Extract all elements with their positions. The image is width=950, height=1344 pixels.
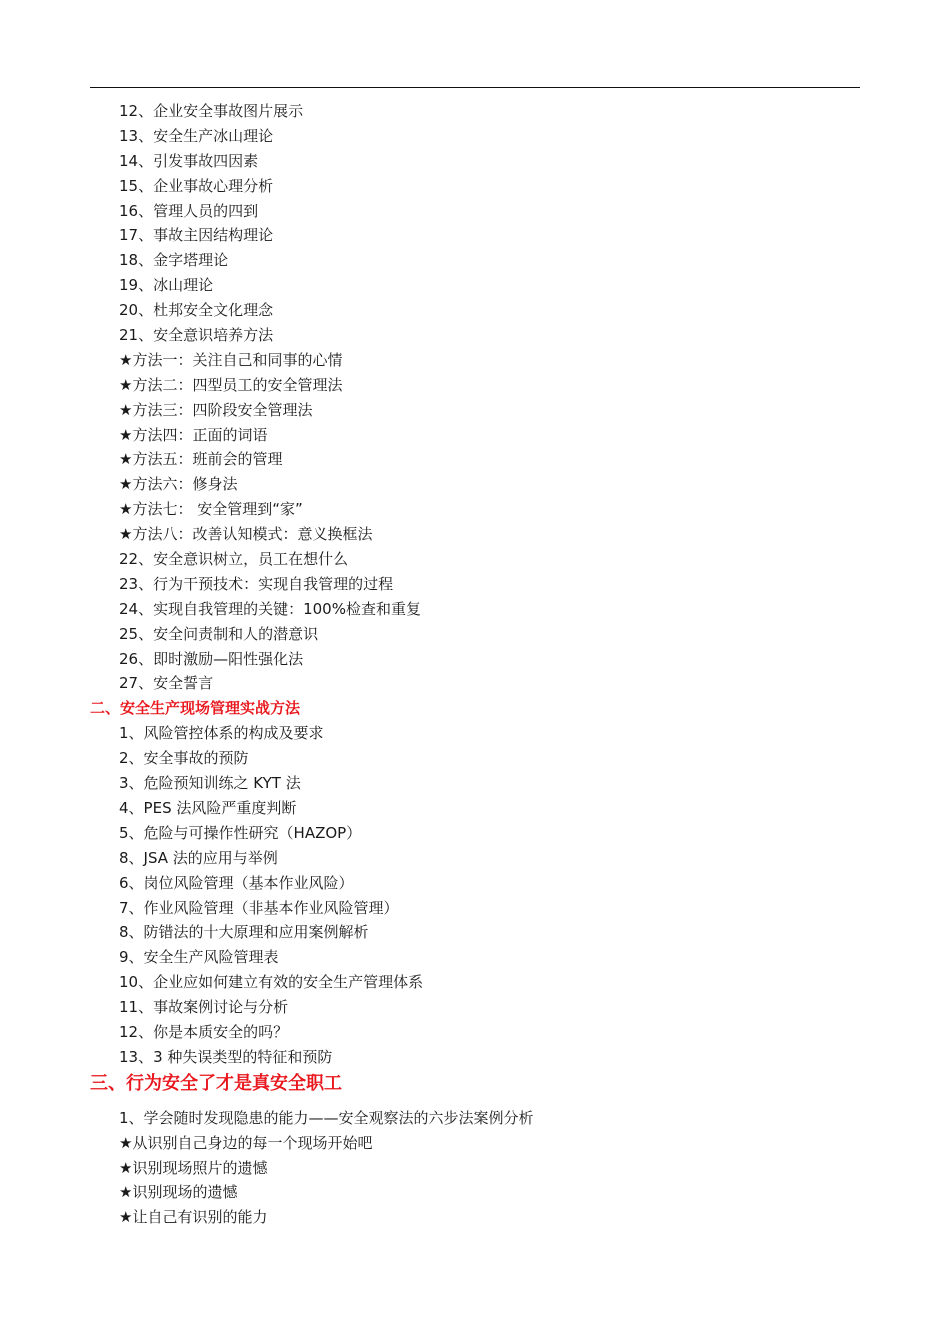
list-item: 15、企业事故心理分析 <box>119 176 274 195</box>
list-item: 25、安全问责制和人的潜意识 <box>119 624 319 643</box>
section-3-list <box>90 1106 860 1230</box>
list-item: ★方法二：四型员工的安全管理法 <box>119 375 343 394</box>
list-item: 13、安全生产冰山理论 <box>119 126 274 145</box>
list-item: ★从识别自己身边的每一个现场开始吧 <box>119 1133 373 1152</box>
list-item: ★方法八：改善认知模式：意义换框法 <box>119 525 373 544</box>
list-item: 17、事故主因结构理论 <box>119 226 274 245</box>
list-item: 13、3 种失误类型的特征和预防 <box>119 1047 333 1066</box>
list-item: ★方法七： 安全管理到“家” <box>119 500 303 519</box>
list-item: 24、实现自我管理的关键：100%检查和重复 <box>119 599 421 618</box>
list-item: ★识别现场照片的遗憾 <box>119 1158 268 1177</box>
section-2-heading: 二、安全生产现场管理实战方法 <box>90 699 301 718</box>
list-item: 23、行为干预技术：实现自我管理的过程 <box>119 574 394 593</box>
list-item: 20、杜邦安全文化理念 <box>119 301 274 320</box>
list-item: 19、冰山理论 <box>119 276 214 295</box>
list-item: ★方法一：关注自己和同事的心情 <box>119 350 343 369</box>
list-item: 4、PES 法风险严重度判断 <box>119 798 297 817</box>
list-item: 21、安全意识培养方法 <box>119 326 274 345</box>
list-item: 27、安全誓言 <box>119 674 214 693</box>
list-item: ★方法四：正面的词语 <box>119 425 268 444</box>
list-item: 5、危险与可操作性研究（HAZOP） <box>119 823 362 842</box>
list-item: ★方法五：班前会的管理 <box>119 450 283 469</box>
list-item: 14、引发事故四因素 <box>119 151 259 170</box>
list-item: ★方法三：四阶段安全管理法 <box>119 400 313 419</box>
list-item: 26、即时激励—阳性强化法 <box>119 649 304 668</box>
list-item: 7、作业风险管理（非基本作业风险管理） <box>119 898 399 917</box>
header-rule <box>90 87 860 88</box>
list-item: 12、企业安全事故图片展示 <box>119 102 304 120</box>
section-3-heading: 三、行为安全了才是真安全职工 <box>90 1072 342 1094</box>
list-item: 8、JSA 法的应用与举例 <box>119 848 278 867</box>
list-item: 18、金字塔理论 <box>119 251 229 270</box>
list-item: ★方法六：修身法 <box>119 475 238 494</box>
document-body <box>90 99 860 1230</box>
list-item: 9、安全生产风险管理表 <box>119 948 279 967</box>
list-item: 6、岗位风险管理（基本作业风险） <box>119 873 354 892</box>
list-item: 11、事故案例讨论与分析 <box>119 998 289 1017</box>
list-item: 10、企业应如何建立有效的安全生产管理体系 <box>119 973 424 992</box>
list-item: 12、你是本质安全的吗？ <box>119 1022 289 1041</box>
list-item: 8、防错法的十大原理和应用案例解析 <box>119 923 369 942</box>
list-item: ★识别现场的遗憾 <box>119 1183 238 1202</box>
list-item: 1、风险管控体系的构成及要求 <box>119 724 324 743</box>
part1-list <box>90 99 860 696</box>
list-item: 1、学会随时发现隐患的能力——安全观察法的六步法案例分析 <box>119 1108 534 1127</box>
list-item: 2、安全事故的预防 <box>119 749 249 768</box>
section-2-list <box>90 721 860 1069</box>
list-item: 16、管理人员的四到 <box>119 201 259 220</box>
list-item: ★让自己有识别的能力 <box>119 1208 268 1227</box>
list-item: 3、危险预知训练之 KYT 法 <box>119 774 301 793</box>
list-item: 22、安全意识树立，员工在想什么 <box>119 550 349 569</box>
